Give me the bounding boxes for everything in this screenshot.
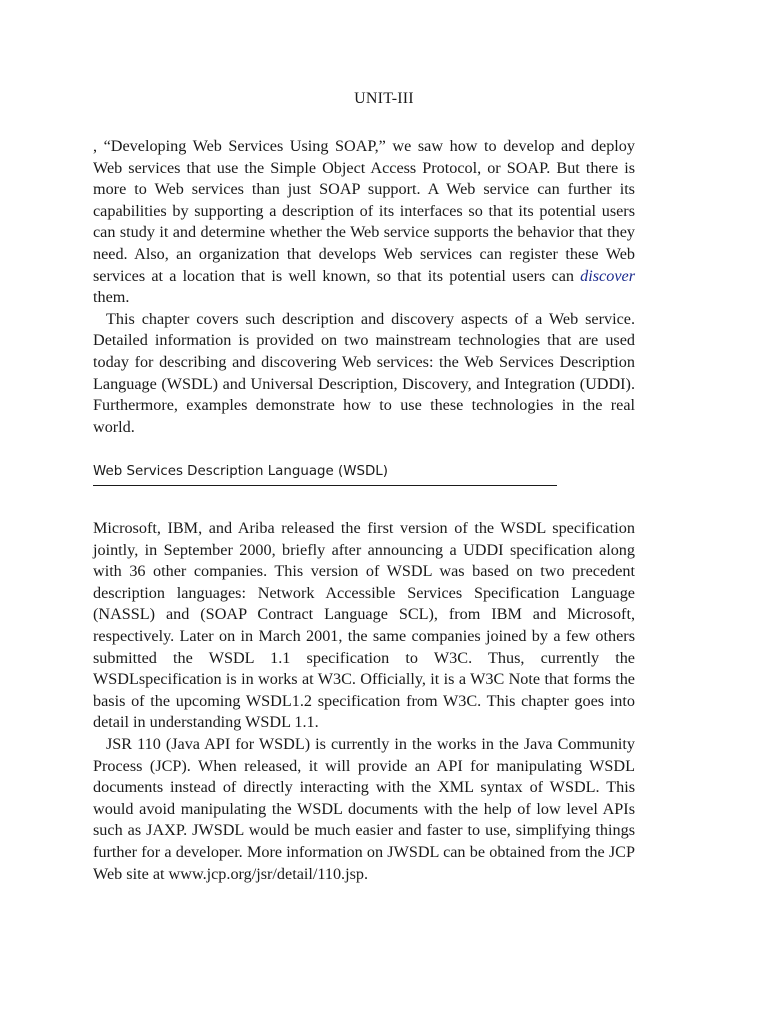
intro-paragraph-1 [93, 136, 635, 309]
wsdl-section [93, 518, 635, 885]
discover-emphasis: discover [580, 266, 635, 285]
intro-section [93, 136, 635, 438]
intro-text-after: them. [93, 288, 130, 307]
wsdl-paragraph-2: JSR 110 (Java API for WSDL) is currently in the works in the Java Community Process (JCP). When released, it will provide an API for manipulating WSDL documents instead of directly interacting with the XML syntax of WSDL. This would avoid manipulating the WSDL documents with the help of low level APIs such as JAXP. JWSDL would be much easier and faster to use, simplifying things further for a developer. More information on JWSDL can be obtained from the JCP Web site at www.jcp.org/jsr/detail/110.jsp. [93, 734, 635, 883]
intro-text-before: , “Developing Web Services Using SOAP,” we saw how to develop and deploy Web services that use the Simple Object Access Protocol, or SOAP. But there is more to Web services than just SOAP support. A Web service can further its capabilities by supporting a description of its interfaces so that its potential users can study it and determine whether the Web service supports the behavior that they need. Also, an organization that develops Web services can register these Web services at a location that is well known, so that its potential users can [93, 137, 635, 285]
unit-title: UNIT-III [354, 90, 414, 107]
wsdl-paragraph-1: Microsoft, IBM, and Ariba released the first version of the WSDL specification jointly, in September 2000, briefly after announcing a UDDI specification along with 36 other companies. This version of WSDL was based on two precedent description languages: Network Accessible Services Specification Language (NASSL) and (SOAP Contract Language SCL), from IBM and Microsoft, respectively. Later on in March 2001, the same companies joined by a few others submitted the WSDL 1.1 specification to W3C. Thus, currently the WSDLspecification is in works at W3C. Officially, it is a W3C Note that forms the basis of the upcoming WSDL1.2 specification from W3C. This chapter goes into detail in understanding WSDL 1.1. [93, 519, 635, 732]
intro-paragraph-2: This chapter covers such description and discovery aspects of a Web service. Detailed information is provided on two mainstream technologies that are used today for describing and discovering Web services: the Web Services Description Language (WSDL) and Universal Description, Discovery, and Integration (UDDI). Furthermore, examples demonstrate how to use these technologies in the real world. [93, 309, 635, 436]
section-heading-wsdl: Web Services Description Language (WSDL) [93, 462, 557, 486]
